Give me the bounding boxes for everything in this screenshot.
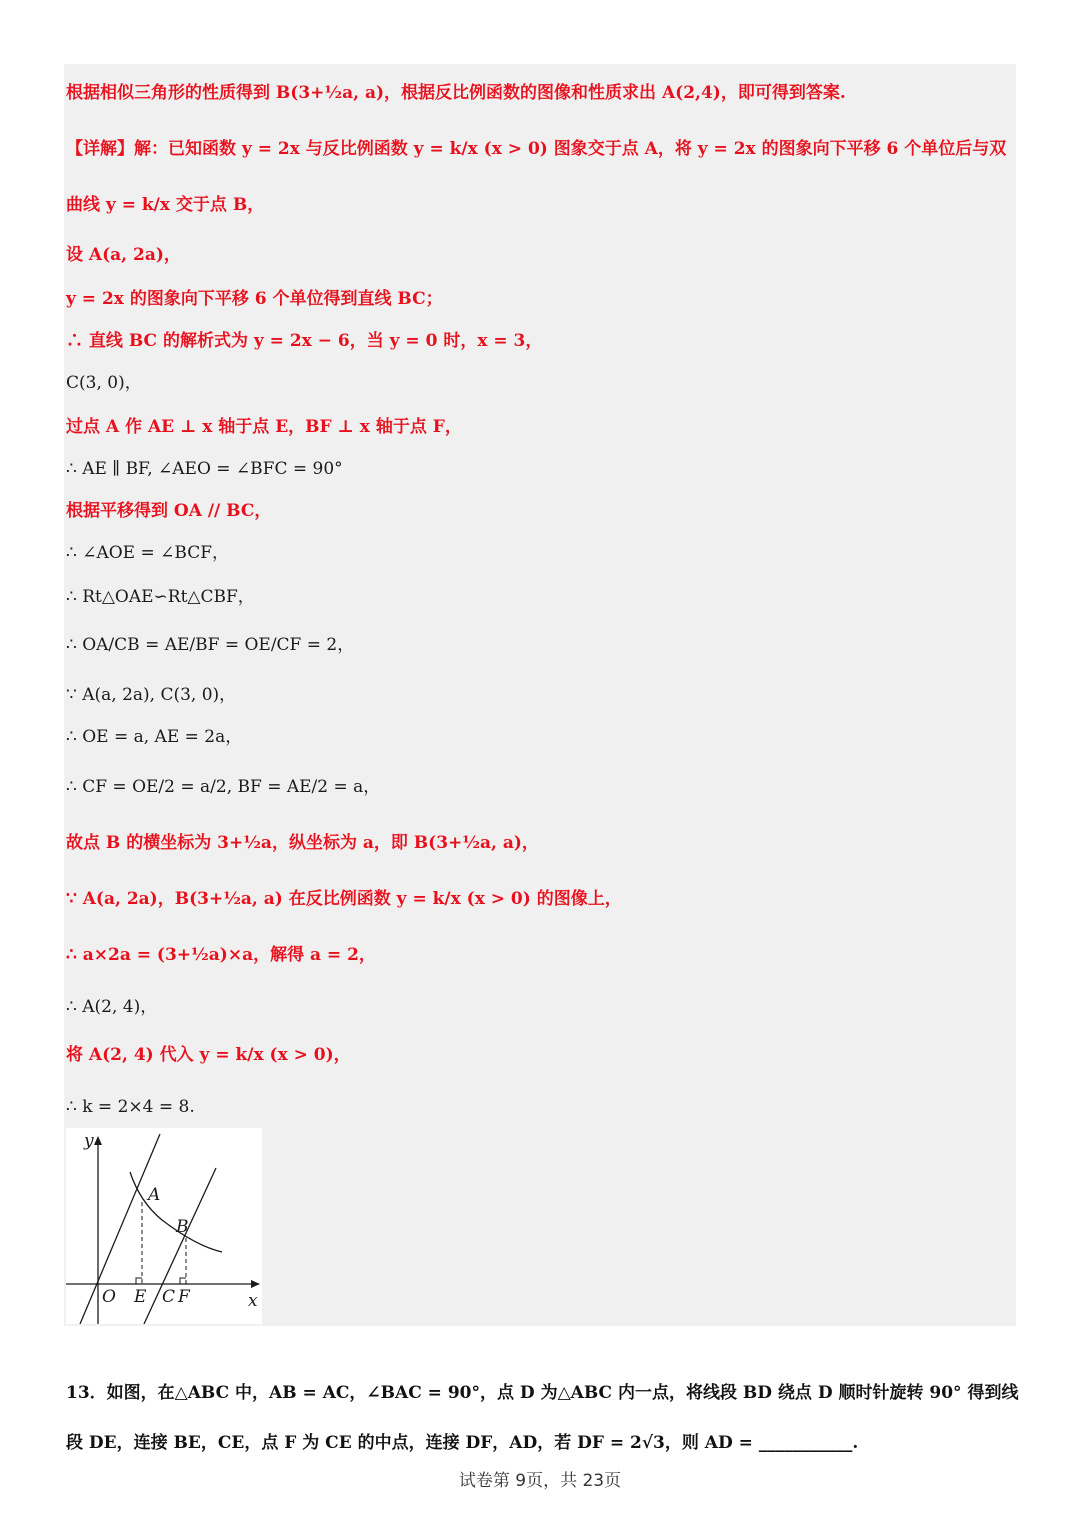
label-a: A [148, 1185, 161, 1205]
label-o: O [102, 1287, 116, 1307]
solution-line: ∴ Rt△OAE∽Rt△CBF， [66, 587, 255, 607]
question-line-2: 段 DE，连接 BE，CE，点 F 为 CE 的中点，连接 DF，AD，若 DF = 2√3，则 AD = ___________. [66, 1433, 859, 1453]
label-f: F [178, 1287, 190, 1307]
solution-line: ∴ 直线 BC 的解析式为 y = 2x − 6，当 y = 0 时，x = 3， [66, 331, 543, 351]
label-e: E [134, 1287, 147, 1307]
solution-line: 根据平移得到 OA // BC， [66, 501, 272, 521]
solution-line: 根据相似三角形的性质得到 B(3+½a, a)，根据反比例函数的图像和性质求出 A(2,4)，即可得到答案. [66, 83, 846, 103]
solution-line: ∴ k = 2×4 = 8. [66, 1097, 195, 1117]
question-line-1: 13．如图，在△ABC 中，AB = AC，∠BAC = 90°，点 D 为△ABC 内一点，将线段 BD 绕点 D 顺时针旋转 90° 得到线 [66, 1383, 1019, 1403]
solution-line: 曲线 y = k/x 交于点 B， [66, 195, 265, 215]
solution-line: y = 2x 的图象向下平移 6 个单位得到直线 BC； [66, 289, 443, 309]
solution-line: 过点 A 作 AE ⊥ x 轴于点 E，BF ⊥ x 轴于点 F， [66, 417, 462, 437]
label-x: x [248, 1291, 258, 1311]
solution-line: ∴ A(2, 4)， [66, 997, 158, 1017]
solution-line: ∴ CF = OE/2 = a/2, BF = AE/2 = a， [66, 777, 381, 797]
solution-line: ∴ ∠AOE = ∠BCF， [66, 543, 229, 563]
solution-line: ∵ A(a, 2a), C(3, 0)， [66, 685, 237, 705]
solution-line: ∴ AE ∥ BF, ∠AEO = ∠BFC = 90° [66, 459, 343, 479]
solution-line: 将 A(2, 4) 代入 y = k/x (x > 0)， [66, 1045, 351, 1065]
solution-line: C(3, 0)， [66, 373, 142, 393]
solution-line: ∵ A(a, 2a)，B(3+½a, a) 在反比例函数 y = k/x (x > 0) 的图像上， [66, 889, 622, 909]
label-b: B [176, 1217, 189, 1237]
page-footer: 试卷第 9页，共 23页 [458, 1471, 622, 1491]
solution-line: ∴ OE = a, AE = 2a， [66, 727, 243, 747]
solution-line: 设 A(a, 2a)， [66, 245, 181, 265]
label-c: C [162, 1287, 176, 1307]
solution-line: ∴ OA/CB = AE/BF = OE/CF = 2， [66, 635, 355, 655]
solution-line: ∴ a×2a = (3+½a)×a，解得 a = 2， [66, 945, 376, 965]
solution-figure [66, 1128, 262, 1324]
solution-line: 【详解】解：已知函数 y = 2x 与反比例函数 y = k/x (x > 0) 图象交于点 A，将 y = 2x 的图象向下平移 6 个单位后与双 [66, 139, 1007, 159]
solution-line: 故点 B 的横坐标为 3+½a，纵坐标为 a，即 B(3+½a, a)， [66, 833, 539, 853]
label-y: y [84, 1131, 94, 1151]
